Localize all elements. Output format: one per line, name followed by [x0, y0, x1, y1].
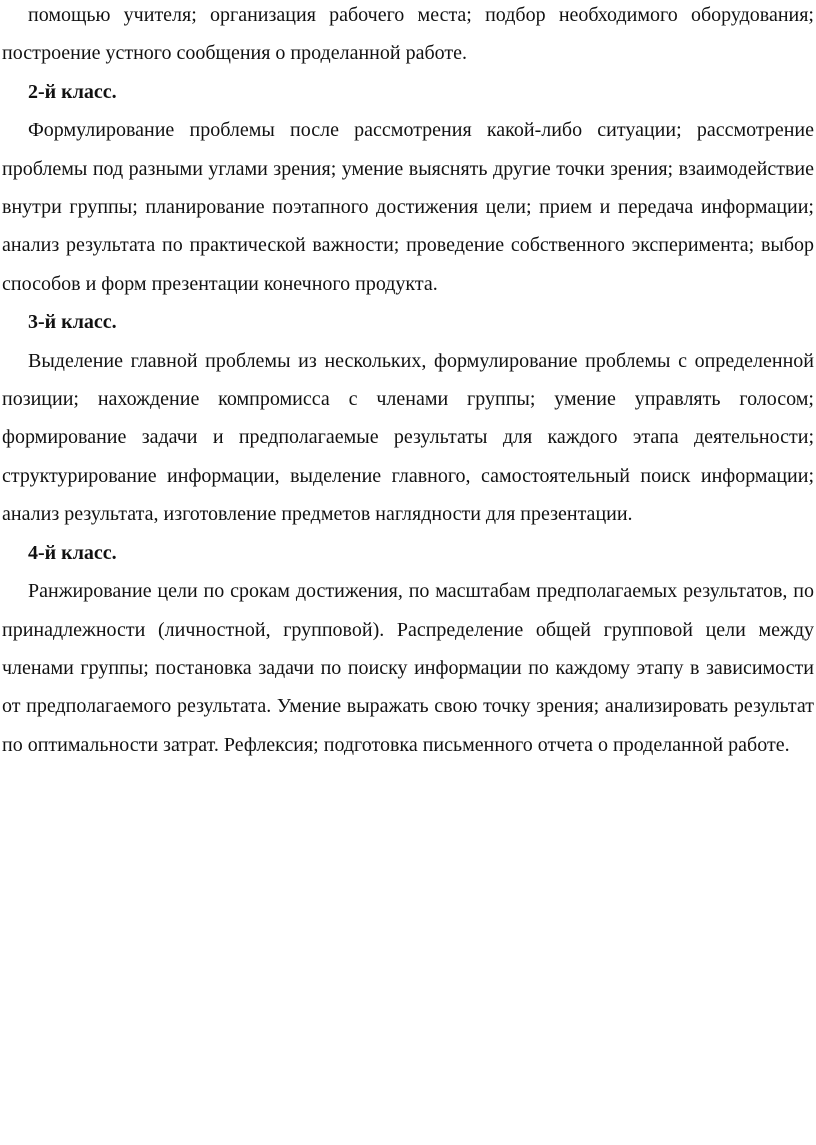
- section-heading-grade-4: 4-й класс.: [28, 541, 117, 564]
- intro-paragraph: помощью учителя; организация рабочего места; подбор необходимого оборудования; построение устного сообщения о проделанной работе.: [2, 4, 814, 65]
- section-body-grade-3: Выделение главной проблемы из нескольких, формулирование проблемы с определенной позиции; нахождение компромисса с членами группы; умение управлять голосом; формирование задачи и предполагаемые результаты для каждого этапа деятельности; структурирование информации, выделение главного, самостоятельный поиск информации; анализ результата, изготовление предметов наглядности для презентации.: [2, 349, 814, 526]
- section-heading-grade-3: 3-й класс.: [28, 311, 117, 334]
- section-body-grade-2: Формулирование проблемы после рассмотрения какой-либо ситуации; рассмотрение проблемы под разными углами зрения; умение выяснять другие точки зрения; взаимодействие внутри группы; планирование поэтапного достижения цели; прием и передача информации; анализ результата по практической важности; проведение собственного эксперимента; выбор способов и форм презентации конечного продукта.: [2, 119, 814, 295]
- section-body-grade-4: Ранжирование цели по срокам достижения, по масштабам предполагаемых результатов, по принадлежности (личностной, групповой). Распределение общей групповой цели между членами группы; постановка задачи по поиску информации по каждому этапу в зависимости от предполагаемого результата. Умение выражать свою точку зрения; анализировать результат по оптимальности затрат. Рефлексия; подготовка письменного отчета о проделанной работе.: [2, 580, 814, 756]
- section-heading-grade-2: 2-й класс.: [28, 80, 117, 103]
